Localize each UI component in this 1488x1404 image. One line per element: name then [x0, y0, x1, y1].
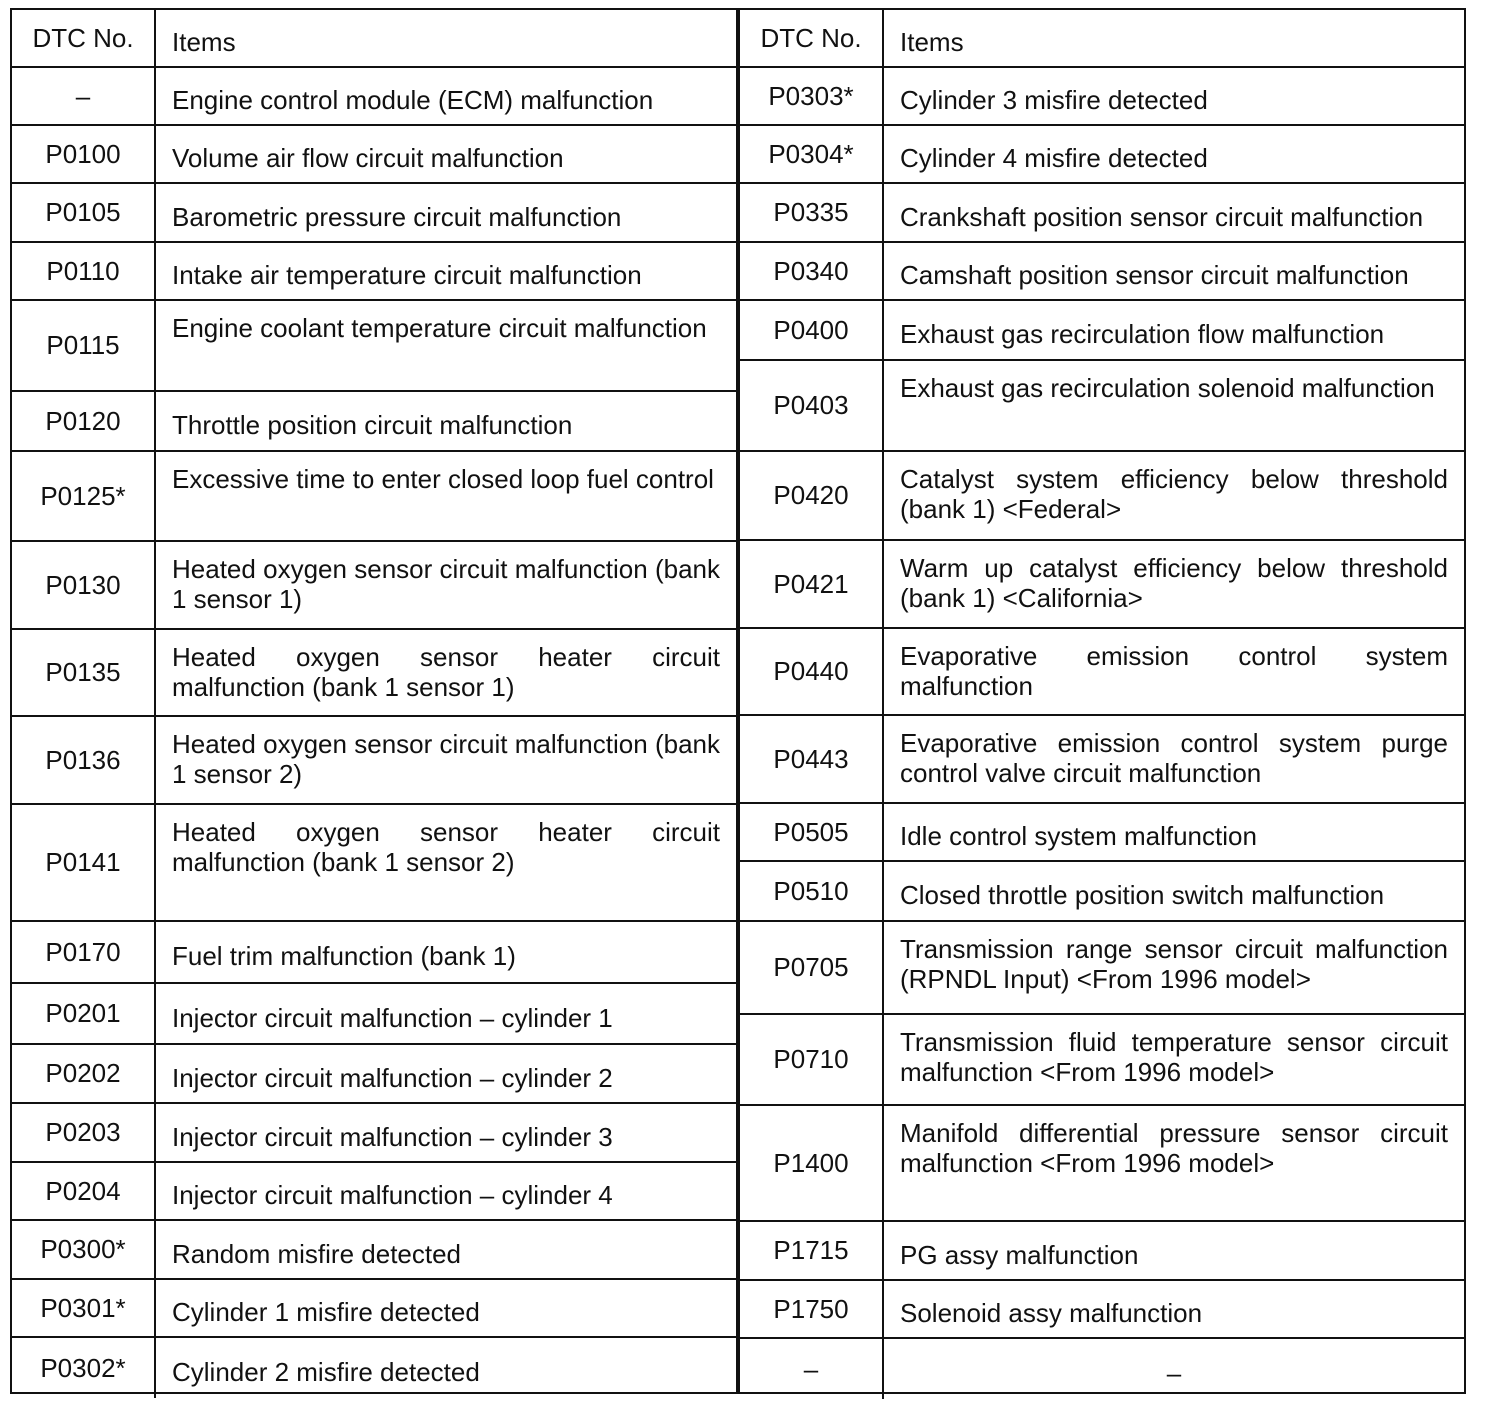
dtc-item-text: Cylinder 1 misfire detected — [172, 1297, 480, 1327]
dtc-item-text: Evaporative emission control system purge control valve circuit malfunction — [900, 728, 1448, 788]
dtc-item — [884, 1281, 1464, 1337]
table-row — [12, 984, 736, 1045]
dtc-item-text: Injector circuit malfunction – cylinder 2 — [172, 1062, 613, 1093]
dtc-item-text: Excessive time to enter closed loop fuel control — [172, 464, 714, 494]
table-row — [740, 361, 1464, 452]
header-items — [884, 10, 1464, 66]
dtc-code: P0505 — [740, 804, 884, 860]
dtc-item-text: Evaporative emission control system malfunction — [900, 641, 1448, 701]
dtc-item — [884, 1015, 1464, 1104]
dtc-code: P0136 — [12, 717, 156, 803]
dtc-item — [156, 1338, 736, 1398]
table-row — [740, 1339, 1464, 1399]
dtc-item — [884, 243, 1464, 299]
dtc-item-text: Intake air temperature circuit malfunction — [172, 260, 642, 290]
dtc-item — [884, 1339, 1464, 1399]
dtc-code: P0201 — [12, 984, 156, 1043]
dtc-item-text: Exhaust gas recirculation flow malfunction — [900, 319, 1385, 349]
dtc-item-text: Transmission range sensor circuit malfunction (RPNDL Input) <From 1996 model> — [900, 934, 1448, 994]
dtc-code: P0141 — [12, 805, 156, 920]
header-row — [740, 10, 1464, 68]
dtc-code: P1750 — [740, 1281, 884, 1337]
dtc-code: – — [12, 68, 156, 124]
dtc-code: P0202 — [12, 1045, 156, 1102]
table-row — [12, 1280, 736, 1338]
dtc-item — [156, 184, 736, 241]
dtc-code: P0300* — [12, 1221, 156, 1278]
dtc-item-text: Cylinder 2 misfire detected — [172, 1357, 480, 1387]
header-dtc-no: DTC No. — [12, 10, 156, 66]
dtc-item — [156, 805, 736, 920]
dtc-item — [884, 862, 1464, 920]
dtc-item-text: Barometric pressure circuit malfunction — [172, 201, 622, 232]
dtc-code: P0302* — [12, 1338, 156, 1398]
dtc-code: P0710 — [740, 1015, 884, 1104]
dtc-item-text: Engine coolant temperature circuit malfunction — [172, 313, 707, 343]
dtc-code: P0100 — [12, 126, 156, 182]
header-items-label: Items — [172, 27, 236, 57]
table-row — [12, 184, 736, 243]
table-row — [12, 1221, 736, 1280]
dtc-item — [156, 301, 736, 390]
dtc-item-text: Catalyst system efficiency below threshold (bank 1) <Federal> — [900, 464, 1448, 524]
table-row — [740, 541, 1464, 629]
dtc-item — [884, 922, 1464, 1013]
table-row — [740, 1106, 1464, 1222]
dtc-code: P0115 — [12, 301, 156, 390]
dtc-code: P0303* — [740, 68, 884, 124]
dtc-item — [884, 804, 1464, 860]
dtc-item — [884, 301, 1464, 359]
dtc-code: P0203 — [12, 1104, 156, 1161]
dtc-item-text: Heated oxygen sensor circuit malfunction (bank 1 sensor 2) — [172, 729, 720, 789]
table-row — [740, 126, 1464, 184]
table-row — [12, 1104, 736, 1163]
dtc-code: – — [740, 1339, 884, 1399]
dtc-code: P0443 — [740, 716, 884, 802]
dtc-item-text: Transmission fluid temperature sensor circuit malfunction <From 1996 model> — [900, 1027, 1448, 1087]
dtc-code: P0400 — [740, 301, 884, 359]
header-items — [156, 10, 736, 66]
dtc-item-text: Cylinder 3 misfire detected — [900, 85, 1208, 115]
table-row — [12, 392, 736, 452]
table-row — [12, 630, 736, 717]
dtc-code: P0335 — [740, 184, 884, 241]
dtc-code: P0510 — [740, 862, 884, 920]
table-row — [12, 243, 736, 301]
dtc-item-text: Fuel trim malfunction (bank 1) — [172, 941, 516, 971]
dtc-item — [156, 243, 736, 299]
dtc-item-text: Closed throttle position switch malfunction — [900, 880, 1385, 910]
dtc-item — [884, 361, 1464, 450]
dtc-code: P0110 — [12, 243, 156, 299]
dtc-code: P0125* — [12, 452, 156, 540]
table-row — [740, 1015, 1464, 1106]
dtc-code: P0301* — [12, 1280, 156, 1336]
table-row — [12, 126, 736, 184]
dtc-code: P0705 — [740, 922, 884, 1013]
dtc-item — [884, 68, 1464, 124]
right-column — [738, 8, 1466, 1394]
left-column — [10, 8, 738, 1394]
dtc-code: P0421 — [740, 541, 884, 627]
dtc-item-text: Throttle position circuit malfunction — [172, 410, 573, 440]
table-row — [12, 1338, 736, 1398]
dtc-item — [156, 542, 736, 628]
dtc-item — [156, 68, 736, 124]
table-row — [740, 68, 1464, 126]
dtc-item — [156, 717, 736, 803]
dtc-item — [156, 1163, 736, 1219]
table-row — [740, 1281, 1464, 1339]
dtc-code: P0120 — [12, 392, 156, 450]
table-row — [740, 243, 1464, 301]
table-row — [740, 1222, 1464, 1281]
dtc-item — [156, 1280, 736, 1336]
dtc-item — [156, 984, 736, 1043]
dtc-item — [884, 184, 1464, 241]
table-row — [740, 862, 1464, 922]
dtc-code: P0420 — [740, 452, 884, 539]
dtc-item-text: PG assy malfunction — [900, 1239, 1139, 1270]
dtc-item-text: Warm up catalyst efficiency below threshold (bank 1) <California> — [900, 553, 1448, 613]
header-dtc-no: DTC No. — [740, 10, 884, 66]
dtc-item-text: Cylinder 4 misfire detected — [900, 143, 1208, 173]
dtc-item — [884, 716, 1464, 802]
dtc-code: P0170 — [12, 922, 156, 982]
dtc-item-text: Injector circuit malfunction – cylinder 3 — [172, 1121, 613, 1152]
table-row — [740, 629, 1464, 716]
dtc-item-text: Crankshaft position sensor circuit malfunction — [900, 201, 1424, 232]
dtc-code: P0105 — [12, 184, 156, 241]
table-row — [740, 804, 1464, 862]
dtc-code: P1715 — [740, 1222, 884, 1279]
dtc-item — [884, 1222, 1464, 1279]
left-table — [10, 8, 738, 1394]
table-row — [12, 68, 736, 126]
table-row — [12, 1163, 736, 1221]
table-row — [12, 922, 736, 984]
dtc-item — [884, 629, 1464, 714]
dtc-item-text: Manifold differential pressure sensor circuit malfunction <From 1996 model> — [900, 1118, 1448, 1178]
dtc-item-text: Solenoid assy malfunction — [900, 1298, 1203, 1328]
dtc-code: P0403 — [740, 361, 884, 450]
dtc-item-text: – — [1166, 1358, 1182, 1388]
dtc-item-text: Idle control system malfunction — [900, 821, 1257, 851]
dtc-item-text: Heated oxygen sensor heater circuit malfunction (bank 1 sensor 1) — [172, 642, 720, 702]
dtc-item — [156, 630, 736, 715]
dtc-item — [884, 452, 1464, 539]
dtc-table — [10, 8, 1466, 1394]
dtc-code: P0304* — [740, 126, 884, 182]
dtc-item-text: Volume air flow circuit malfunction — [172, 143, 564, 173]
table-row — [740, 716, 1464, 804]
table-row — [12, 542, 736, 630]
dtc-code: P0340 — [740, 243, 884, 299]
dtc-item — [156, 126, 736, 182]
dtc-item — [156, 392, 736, 450]
table-row — [740, 922, 1464, 1015]
table-row — [12, 717, 736, 805]
dtc-item-text: Engine control module (ECM) malfunction — [172, 85, 654, 115]
right-table — [738, 8, 1466, 1394]
dtc-item — [156, 452, 736, 540]
dtc-code: P0440 — [740, 629, 884, 714]
dtc-item-text: Exhaust gas recirculation solenoid malfunction — [900, 373, 1435, 403]
dtc-item — [156, 1104, 736, 1161]
dtc-item-text: Camshaft position sensor circuit malfunction — [900, 260, 1409, 290]
dtc-item — [884, 126, 1464, 182]
dtc-item — [884, 541, 1464, 627]
table-row — [12, 301, 736, 392]
dtc-item — [156, 1045, 736, 1102]
dtc-code: P0135 — [12, 630, 156, 715]
dtc-item — [156, 922, 736, 982]
dtc-item — [156, 1221, 736, 1278]
table-row — [740, 452, 1464, 541]
table-row — [12, 805, 736, 922]
dtc-item-text: Injector circuit malfunction – cylinder 4 — [172, 1180, 613, 1210]
table-row — [740, 184, 1464, 243]
table-row — [12, 1045, 736, 1104]
dtc-item-text: Random misfire detected — [172, 1238, 462, 1269]
dtc-item-text: Heated oxygen sensor circuit malfunction (bank 1 sensor 1) — [172, 554, 720, 614]
dtc-code: P0130 — [12, 542, 156, 628]
header-row — [12, 10, 736, 68]
dtc-item-text: Injector circuit malfunction – cylinder 1 — [172, 1002, 613, 1033]
dtc-code: P0204 — [12, 1163, 156, 1219]
dtc-item — [884, 1106, 1464, 1220]
dtc-code: P1400 — [740, 1106, 884, 1220]
table-row — [740, 301, 1464, 361]
dtc-item-text: Heated oxygen sensor heater circuit malfunction (bank 1 sensor 2) — [172, 817, 720, 877]
header-items-label: Items — [900, 27, 964, 57]
table-row — [12, 452, 736, 542]
